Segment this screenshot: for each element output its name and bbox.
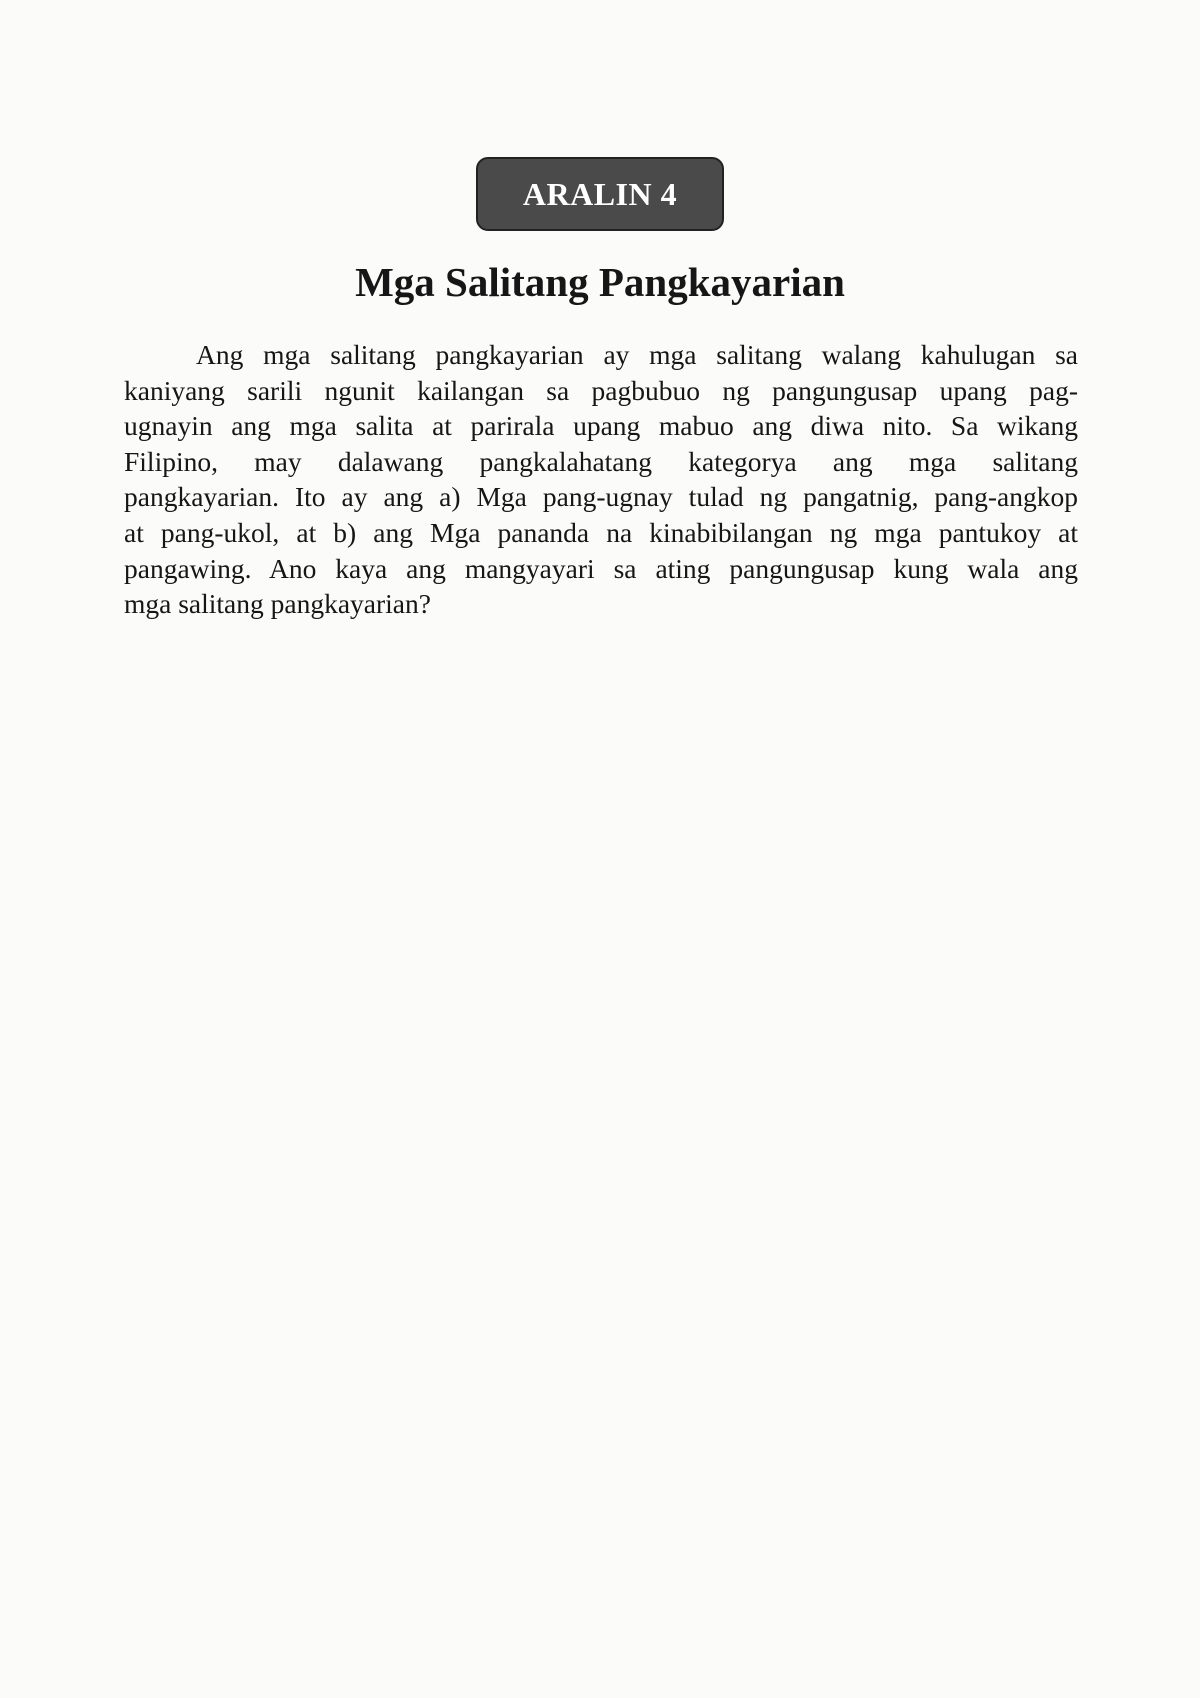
lesson-badge-label: ARALIN 4 (522, 175, 678, 212)
paragraph-line: at pang-ukol, at b) ang Mga pananda na kinabibilangan ng mga pantukoy at (124, 516, 1078, 548)
paragraph-line: Ang mga salitang pangkayarian ay mga salitang walang kahulugan sa (196, 339, 1078, 370)
lesson-badge (476, 157, 724, 231)
paragraph-line: kaniyang sarili ngunit kailangan sa pagbubuo ng pangungusap upang pag- (124, 374, 1078, 406)
paragraph-line: Filipino, may dalawang pangkalahatang kategorya ang mga salitang (124, 445, 1078, 477)
paragraph-line: mga salitang pangkayarian? (124, 588, 431, 620)
paragraph-line: pangawing. Ano kaya ang mangyayari sa ating pangungusap kung wala ang (124, 552, 1078, 584)
page-title: Mga Salitang Pangkayarian (355, 259, 845, 305)
paragraph-line: ugnayin ang mga salita at parirala upang mabuo ang diwa nito. Sa wikang (124, 410, 1078, 442)
paragraph-line: pangkayarian. Ito ay ang a) Mga pang-ugnay tulad ng pangatnig, pang-angkop (124, 481, 1078, 513)
body-paragraph (124, 337, 1078, 622)
